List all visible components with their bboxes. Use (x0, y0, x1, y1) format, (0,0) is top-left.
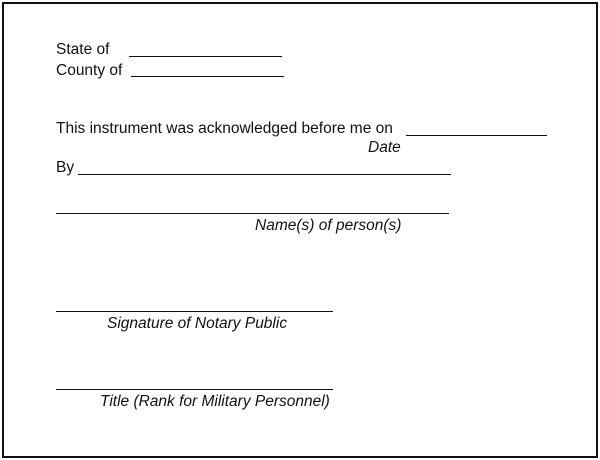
county-label: County of (56, 62, 123, 79)
title-caption: Title (Rank for Military Personnel) (100, 393, 330, 410)
form-border (2, 2, 598, 458)
names-caption: Name(s) of person(s) (255, 217, 402, 234)
date-caption: Date (368, 139, 401, 156)
state-label: State of (56, 41, 110, 58)
names-field-line[interactable] (56, 213, 449, 214)
by-field-line[interactable] (78, 174, 451, 175)
state-field-line[interactable] (129, 56, 282, 57)
title-field-line[interactable] (56, 389, 333, 390)
acknowledgment-text: This instrument was acknowledged before me on (56, 120, 393, 137)
date-field-line[interactable] (406, 135, 547, 136)
county-field-line[interactable] (131, 76, 284, 77)
by-label: By (56, 159, 75, 176)
signature-caption: Signature of Notary Public (107, 315, 288, 332)
signature-field-line[interactable] (56, 311, 333, 312)
